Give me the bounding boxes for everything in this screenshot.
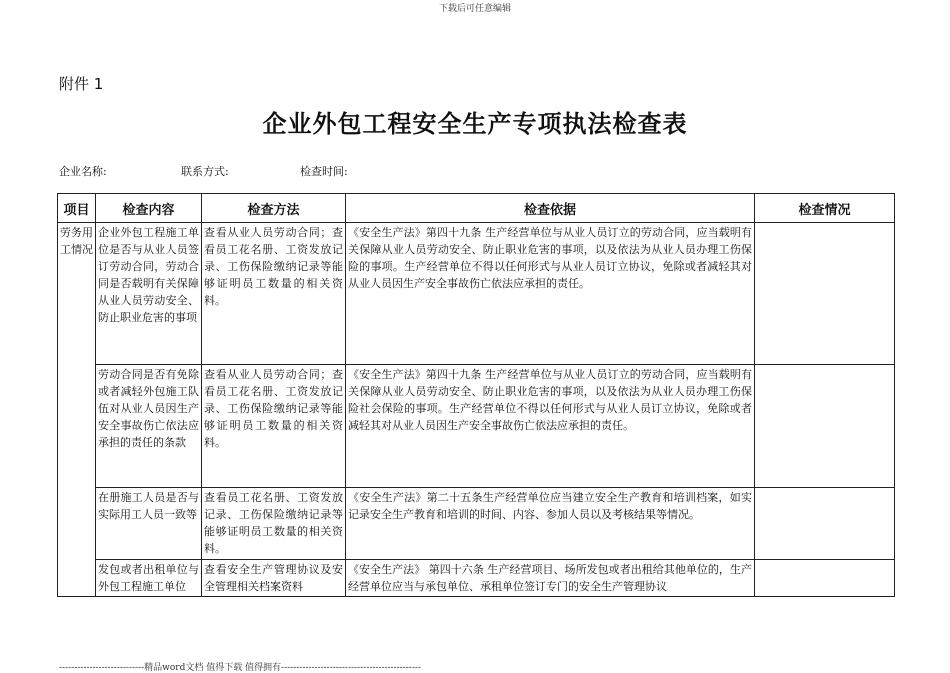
basis-cell — [346, 560, 755, 597]
table-header-row — [58, 194, 895, 223]
table-row — [58, 560, 895, 597]
header-item: 项目 — [58, 194, 96, 223]
method-text: 查看安全生产管理协议及安全管理相关档案资料 — [204, 563, 343, 593]
content-cell: 劳动合同是否有免除或者减轻外包施工队伍对从业人员因生产安全事故伤亡依法应承担的责任的条款 — [96, 365, 202, 488]
inspection-time-label: 检查时间: — [300, 165, 348, 178]
header-result: 检查情况 — [755, 194, 895, 223]
attachment-label: 附件 1 — [59, 75, 104, 93]
table-row — [58, 488, 895, 560]
content-cell: 企业外包工程施工单位是否与从业人员签订劳动合同，劳动合同是否载明有关保障从业人员劳动安全、防止职业危害的事项 — [96, 223, 202, 365]
method-cell — [202, 560, 346, 597]
result-cell[interactable] — [755, 560, 895, 597]
table-row — [58, 223, 895, 365]
header-content: 检查内容 — [96, 194, 202, 223]
method-cell: 查看从业人员劳动合同；查看员工花名册、工资发放记录、工伤保险缴纳记录等能够证明员工数量的相关资料。 — [202, 223, 346, 365]
table-row — [58, 365, 895, 488]
top-note: 下载后可任意编辑 — [438, 4, 511, 14]
contact-label: 联系方式: — [181, 165, 229, 178]
company-name-label: 企业名称: — [59, 165, 107, 178]
category-cell: 劳务用工情况 — [58, 223, 96, 597]
content-cell: 在册施工人员是否与实际用工人员一致等 — [96, 488, 202, 560]
result-cell[interactable] — [755, 365, 895, 488]
basis-text: 《安全生产法》 第四十六条 生产经营项目、场所发包或者出租给其他单位的，生产经营单位应当与承包单位、承租单位签订专门的安全生产管理协议 — [348, 563, 752, 593]
header-basis: 检查依据 — [346, 194, 755, 223]
basis-cell: 《安全生产法》第四十九条 生产经营单位与从业人员订立的劳动合同，应当载明有关保障从业人员劳动安全、防止职业危害的事项，以及依法为从业人员办理工伤保险社会保险的事项。生产经营单位不得以任何形式与从业人员订立协议，免除或者减轻其对从业人员因生产安全事故伤亡依法应承担的责任。 — [346, 365, 755, 488]
document-title: 企业外包工程安全生产专项执法检查表 — [262, 109, 688, 138]
header-method: 检查方法 — [202, 194, 346, 223]
inspection-table — [57, 193, 895, 597]
page-footer: ----------------------------精品word文档 值得下载 值得拥有---------------------------------------------- — [59, 663, 421, 673]
content-text: 发包或者出租单位与外包工程施工单位 — [98, 563, 199, 593]
method-cell: 查看员工花名册、工资发放记录、工伤保险缴纳记录等能够证明员工数量的相关资料。 — [202, 488, 346, 560]
method-cell: 查看从业人员劳动合同；查看员工花名册、工资发放记录、工伤保险缴纳记录等能够证明员工数量的相关资料。 — [202, 365, 346, 488]
content-cell — [96, 560, 202, 597]
result-cell[interactable] — [755, 488, 895, 560]
basis-cell: 《安全生产法》第四十九条 生产经营单位与从业人员订立的劳动合同，应当载明有关保障从业人员劳动安全、防止职业危害的事项，以及依法为从业人员办理工伤保险的事项。生产经营单位不得以任何形式与从业人员订立协议，免除或者减轻其对从业人员因生产安全事故伤亡依法应承担的责任。 — [346, 223, 755, 365]
basis-cell: 《安全生产法》第二十五条生产经营单位应当建立安全生产教育和培训档案，如实记录安全生产教育和培训的时间、内容、参加人员以及考核结果等情况。 — [346, 488, 755, 560]
result-cell[interactable] — [755, 223, 895, 365]
